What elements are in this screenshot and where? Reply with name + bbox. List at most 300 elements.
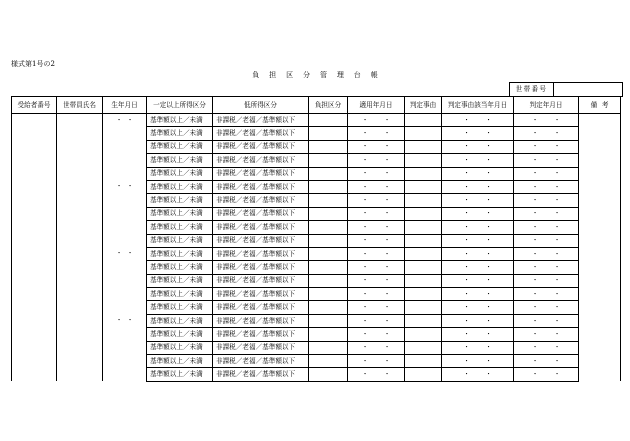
reasonDate-cell[interactable]: [442, 207, 514, 220]
reasonDate-cell[interactable]: [442, 127, 514, 140]
table-row: [12, 114, 621, 127]
dot-mark: ・: [463, 370, 470, 379]
birth-date-cell[interactable]: [103, 247, 147, 314]
member-name-cell[interactable]: [57, 180, 103, 247]
low-income-class-cell[interactable]: 非課税／老福／基準額以下: [213, 140, 309, 153]
low-income-class-cell[interactable]: 非課税／老福／基準額以下: [213, 368, 309, 381]
remarks-cell[interactable]: [579, 180, 621, 247]
dot-mark: ・: [485, 209, 492, 218]
apply-cell[interactable]: [348, 261, 405, 274]
member-name-cell[interactable]: [57, 314, 103, 381]
recipient-number-cell[interactable]: [12, 314, 57, 381]
judgment-reason-cell[interactable]: [405, 328, 442, 341]
dot-mark: ・: [361, 222, 369, 231]
income-class-cell[interactable]: 基準額以上／未満: [147, 140, 213, 153]
judDate-cell[interactable]: [514, 314, 579, 327]
judgment-reason-cell[interactable]: [405, 247, 442, 260]
income-class-cell[interactable]: 基準額以上／未満: [147, 114, 213, 127]
judgment-reason-cell[interactable]: [405, 221, 442, 234]
income-class-cell[interactable]: 基準額以上／未満: [147, 194, 213, 207]
dot-mark: ・: [553, 222, 561, 231]
header-member-name: 世帯員氏名: [57, 97, 103, 114]
low-income-class-cell[interactable]: 非課税／老福／基準額以下: [213, 261, 309, 274]
income-class-cell[interactable]: 基準額以上／未満: [147, 274, 213, 287]
dot-mark: ・: [463, 249, 470, 258]
remarks-cell[interactable]: [579, 314, 621, 381]
dot-mark: ・: [531, 276, 539, 285]
judDate-cell[interactable]: [514, 167, 579, 180]
reasonDate-cell[interactable]: [442, 247, 514, 260]
reasonDate-cell[interactable]: [442, 274, 514, 287]
dot-mark: ・: [531, 169, 539, 178]
low-income-class-cell[interactable]: 非課税／老福／基準額以下: [213, 154, 309, 167]
low-income-class-cell[interactable]: 非課税／老福／基準額以下: [213, 328, 309, 341]
judgment-reason-cell[interactable]: [405, 314, 442, 327]
dot-mark: ・: [531, 316, 539, 325]
low-income-class-cell[interactable]: 非課税／老福／基準額以下: [213, 288, 309, 301]
dot-mark: ・: [383, 262, 391, 271]
dot-mark: ・: [531, 129, 539, 138]
dot-mark: ・: [361, 276, 369, 285]
apply-cell[interactable]: [348, 140, 405, 153]
low-income-class-cell[interactable]: 非課税／老福／基準額以下: [213, 221, 309, 234]
dot-mark: ・: [531, 142, 539, 151]
dot-mark: ・: [115, 182, 123, 191]
remarks-cell[interactable]: [579, 114, 621, 181]
reasonDate-cell[interactable]: [442, 167, 514, 180]
dot-mark: ・: [553, 289, 561, 298]
member-name-cell[interactable]: [57, 247, 103, 314]
dot-mark: ・: [463, 129, 470, 138]
judDate-cell[interactable]: [514, 274, 579, 287]
reasonDate-cell[interactable]: [442, 261, 514, 274]
low-income-class-cell[interactable]: 非課税／老福／基準額以下: [213, 341, 309, 354]
income-class-cell[interactable]: 基準額以上／未満: [147, 355, 213, 368]
apply-cell[interactable]: [348, 127, 405, 140]
dot-mark: ・: [553, 343, 561, 352]
dot-mark: ・: [383, 343, 391, 352]
low-income-class-cell[interactable]: 非課税／老福／基準額以下: [213, 314, 309, 327]
dot-mark: ・: [361, 209, 369, 218]
judDate-cell[interactable]: [514, 301, 579, 314]
reasonDate-cell[interactable]: [442, 328, 514, 341]
recipient-number-cell[interactable]: [12, 247, 57, 314]
income-class-cell[interactable]: 基準額以上／未満: [147, 341, 213, 354]
dot-mark: ・: [463, 276, 470, 285]
dot-mark: ・: [463, 142, 470, 151]
judgment-reason-cell[interactable]: [405, 180, 442, 193]
dot-mark: ・: [553, 329, 561, 338]
burden-class-cell[interactable]: [309, 207, 348, 220]
judDate-cell[interactable]: [514, 355, 579, 368]
burden-ledger-table: [11, 96, 621, 382]
dot-mark: ・: [485, 196, 492, 205]
low-income-class-cell[interactable]: 非課税／老福／基準額以下: [213, 207, 309, 220]
dot-mark: ・: [553, 262, 561, 271]
dot-mark: ・: [553, 196, 561, 205]
dot-mark: ・: [383, 249, 391, 258]
dot-mark: ・: [553, 236, 561, 245]
apply-cell[interactable]: [348, 114, 405, 127]
dot-mark: ・: [383, 329, 391, 338]
judgment-reason-cell[interactable]: [405, 154, 442, 167]
apply-cell[interactable]: [348, 341, 405, 354]
judDate-cell[interactable]: [514, 114, 579, 127]
burden-class-cell[interactable]: [309, 341, 348, 354]
dot-mark: ・: [553, 370, 561, 379]
remarks-cell[interactable]: [579, 247, 621, 314]
header-judgment-date: 判定年月日: [514, 97, 579, 114]
judgment-reason-cell[interactable]: [405, 194, 442, 207]
reasonDate-cell[interactable]: [442, 140, 514, 153]
burden-class-cell[interactable]: [309, 261, 348, 274]
judgment-reason-cell[interactable]: [405, 207, 442, 220]
judgment-reason-cell[interactable]: [405, 127, 442, 140]
income-class-cell[interactable]: 基準額以上／未満: [147, 301, 213, 314]
dot-mark: ・: [361, 343, 369, 352]
dot-mark: ・: [463, 329, 470, 338]
header-apply-date: 適用年月日: [348, 97, 405, 114]
dot-mark: ・: [553, 303, 561, 312]
dot-mark: ・: [361, 329, 369, 338]
judDate-cell[interactable]: [514, 180, 579, 193]
apply-cell[interactable]: [348, 328, 405, 341]
dot-mark: ・: [463, 169, 470, 178]
dot-mark: ・: [553, 316, 561, 325]
dot-mark: ・: [531, 236, 539, 245]
judDate-cell[interactable]: [514, 341, 579, 354]
dot-mark: ・: [485, 303, 492, 312]
apply-cell[interactable]: [348, 301, 405, 314]
judDate-cell[interactable]: [514, 328, 579, 341]
dot-mark: ・: [126, 116, 134, 124]
income-class-cell[interactable]: 基準額以上／未満: [147, 368, 213, 381]
table-row: [12, 314, 621, 327]
reasonDate-cell[interactable]: [442, 301, 514, 314]
table-row: [12, 247, 621, 260]
recipient-number-cell[interactable]: [12, 114, 57, 181]
income-class-cell[interactable]: 基準額以上／未満: [147, 234, 213, 247]
reasonDate-cell[interactable]: [442, 341, 514, 354]
apply-cell[interactable]: [348, 247, 405, 260]
table-row: [12, 180, 621, 193]
dot-mark: ・: [463, 356, 470, 365]
recipient-number-cell[interactable]: [12, 180, 57, 247]
member-name-cell[interactable]: [57, 114, 103, 181]
header-low-income-class: 低所得区分: [213, 97, 309, 114]
judgment-reason-cell[interactable]: [405, 301, 442, 314]
dot-mark: ・: [485, 249, 492, 258]
apply-cell[interactable]: [348, 221, 405, 234]
judgment-reason-cell[interactable]: [405, 341, 442, 354]
dot-mark: ・: [531, 115, 539, 124]
dot-mark: ・: [383, 236, 391, 245]
judDate-cell[interactable]: [514, 194, 579, 207]
low-income-class-cell[interactable]: 非課税／老福／基準額以下: [213, 127, 309, 140]
burden-class-cell[interactable]: [309, 221, 348, 234]
apply-cell[interactable]: [348, 274, 405, 287]
header-birth-date: 生年月日: [103, 97, 147, 114]
income-class-cell[interactable]: 基準額以上／未満: [147, 221, 213, 234]
household-number-label: 世帯番号: [510, 83, 554, 97]
dot-mark: ・: [361, 169, 369, 178]
dot-mark: ・: [485, 262, 492, 271]
judDate-cell[interactable]: [514, 154, 579, 167]
dot-mark: ・: [531, 222, 539, 231]
low-income-class-cell[interactable]: 非課税／老福／基準額以下: [213, 301, 309, 314]
dot-mark: ・: [361, 370, 369, 379]
dot-mark: ・: [361, 249, 369, 258]
burden-class-cell[interactable]: [309, 274, 348, 287]
reasonDate-cell[interactable]: [442, 314, 514, 327]
low-income-class-cell[interactable]: 非課税／老福／基準額以下: [213, 194, 309, 207]
dot-mark: ・: [383, 169, 391, 178]
income-class-cell[interactable]: 基準額以上／未満: [147, 127, 213, 140]
low-income-class-cell[interactable]: 非課税／老福／基準額以下: [213, 180, 309, 193]
dot-mark: ・: [531, 370, 539, 379]
header-judgment-reason: 判定事由: [405, 97, 442, 114]
reasonDate-cell[interactable]: [442, 154, 514, 167]
apply-cell[interactable]: [348, 314, 405, 327]
apply-cell[interactable]: [348, 180, 405, 193]
dot-mark: ・: [485, 182, 492, 191]
dot-mark: ・: [553, 356, 561, 365]
dot-mark: ・: [383, 209, 391, 218]
dot-mark: ・: [531, 262, 539, 271]
dot-mark: ・: [383, 115, 391, 124]
burden-class-cell[interactable]: [309, 140, 348, 153]
judgment-reason-cell[interactable]: [405, 114, 442, 127]
dot-mark: ・: [553, 155, 561, 164]
judDate-cell[interactable]: [514, 140, 579, 153]
dot-mark: ・: [463, 289, 470, 298]
burden-class-cell[interactable]: [309, 301, 348, 314]
dot-mark: ・: [531, 343, 539, 352]
dot-mark: ・: [361, 289, 369, 298]
dot-mark: ・: [463, 343, 470, 352]
dot-mark: ・: [126, 182, 134, 191]
dot-mark: ・: [361, 155, 369, 164]
judDate-cell[interactable]: [514, 288, 579, 301]
judgment-reason-cell[interactable]: [405, 234, 442, 247]
low-income-class-cell[interactable]: 非課税／老福／基準額以下: [213, 114, 309, 127]
burden-class-cell[interactable]: [309, 328, 348, 341]
dot-mark: ・: [463, 182, 470, 191]
judDate-cell[interactable]: [514, 207, 579, 220]
burden-class-cell[interactable]: [309, 355, 348, 368]
dot-mark: ・: [463, 115, 470, 124]
dot-mark: ・: [485, 115, 492, 124]
dot-mark: ・: [463, 155, 470, 164]
income-class-cell[interactable]: 基準額以上／未満: [147, 261, 213, 274]
burden-class-cell[interactable]: [309, 288, 348, 301]
ledger-body: [12, 114, 621, 382]
reasonDate-cell[interactable]: [442, 234, 514, 247]
burden-class-cell[interactable]: [309, 314, 348, 327]
dot-mark: ・: [485, 329, 492, 338]
header-remarks: [579, 97, 621, 114]
burden-class-cell[interactable]: [309, 114, 348, 127]
judgment-reason-cell[interactable]: [405, 140, 442, 153]
dot-mark: ・: [485, 155, 492, 164]
dot-mark: ・: [531, 196, 539, 205]
dot-mark: ・: [383, 356, 391, 365]
dot-mark: ・: [115, 249, 123, 258]
burden-class-cell[interactable]: [309, 234, 348, 247]
judgment-reason-cell[interactable]: [405, 261, 442, 274]
income-class-cell[interactable]: 基準額以上／未満: [147, 247, 213, 260]
reasonDate-cell[interactable]: [442, 194, 514, 207]
judDate-cell[interactable]: [514, 368, 579, 381]
judDate-cell[interactable]: [514, 234, 579, 247]
dot-mark: ・: [361, 356, 369, 365]
header-income-class: 一定以上所得区分: [147, 97, 213, 114]
dot-mark: ・: [485, 343, 492, 352]
dot-mark: ・: [383, 182, 391, 191]
reasonDate-cell[interactable]: [442, 288, 514, 301]
apply-cell[interactable]: [348, 355, 405, 368]
dot-mark: ・: [553, 182, 561, 191]
low-income-class-cell[interactable]: 非課税／老福／基準額以下: [213, 167, 309, 180]
dot-mark: ・: [126, 249, 134, 258]
dot-mark: ・: [383, 276, 391, 285]
judDate-cell[interactable]: [514, 127, 579, 140]
income-class-cell[interactable]: 基準額以上／未満: [147, 288, 213, 301]
dot-mark: ・: [531, 249, 539, 258]
dot-mark: ・: [383, 303, 391, 312]
dot-mark: ・: [485, 222, 492, 231]
dot-mark: ・: [361, 142, 369, 151]
household-number-box: [509, 82, 623, 97]
dot-mark: ・: [115, 316, 123, 325]
judgment-reason-cell[interactable]: [405, 167, 442, 180]
dot-mark: ・: [383, 142, 391, 151]
dot-mark: ・: [553, 142, 561, 151]
dot-mark: ・: [361, 115, 369, 124]
income-class-cell[interactable]: 基準額以上／未満: [147, 328, 213, 341]
dot-mark: ・: [485, 370, 492, 379]
birth-date-cell[interactable]: [103, 314, 147, 381]
income-class-cell[interactable]: 基準額以上／未満: [147, 167, 213, 180]
dot-mark: ・: [383, 155, 391, 164]
reasonDate-cell[interactable]: [442, 368, 514, 381]
header-remarks-2: 考: [601, 100, 609, 109]
apply-cell[interactable]: [348, 288, 405, 301]
dot-mark: ・: [485, 129, 492, 138]
dot-mark: ・: [531, 182, 539, 191]
burden-class-cell[interactable]: [309, 180, 348, 193]
low-income-class-cell[interactable]: 非課税／老福／基準額以下: [213, 355, 309, 368]
apply-cell[interactable]: [348, 234, 405, 247]
dot-mark: ・: [383, 196, 391, 205]
apply-cell[interactable]: [348, 167, 405, 180]
dot-mark: ・: [553, 115, 561, 124]
judgment-reason-cell[interactable]: [405, 355, 442, 368]
income-class-cell[interactable]: 基準額以上／未満: [147, 180, 213, 193]
burden-class-cell[interactable]: [309, 247, 348, 260]
birth-date-cell[interactable]: [103, 180, 147, 247]
dot-mark: ・: [463, 222, 470, 231]
dot-mark: ・: [553, 276, 561, 285]
judgment-reason-cell[interactable]: [405, 288, 442, 301]
dot-mark: ・: [383, 289, 391, 298]
table-header-row: [12, 97, 621, 114]
dot-mark: ・: [383, 316, 391, 325]
dot-mark: ・: [361, 182, 369, 191]
burden-class-cell[interactable]: [309, 368, 348, 381]
low-income-class-cell[interactable]: 非課税／老福／基準額以下: [213, 247, 309, 260]
reasonDate-cell[interactable]: [442, 221, 514, 234]
income-class-cell[interactable]: 基準額以上／未満: [147, 207, 213, 220]
dot-mark: ・: [553, 209, 561, 218]
apply-cell[interactable]: [348, 368, 405, 381]
dot-mark: ・: [485, 169, 492, 178]
burden-class-cell[interactable]: [309, 127, 348, 140]
reasonDate-cell[interactable]: [442, 355, 514, 368]
dot-mark: ・: [485, 289, 492, 298]
form-id: 様式第1号の2: [11, 60, 55, 68]
judDate-cell[interactable]: [514, 261, 579, 274]
dot-mark: ・: [463, 196, 470, 205]
burden-class-cell[interactable]: [309, 154, 348, 167]
dot-mark: ・: [485, 276, 492, 285]
judgment-reason-cell[interactable]: [405, 368, 442, 381]
dot-mark: ・: [463, 303, 470, 312]
birth-date-cell[interactable]: [103, 114, 147, 181]
dot-mark: ・: [361, 303, 369, 312]
dot-mark: ・: [361, 262, 369, 271]
dot-mark: ・: [485, 142, 492, 151]
header-burden-class: 負担区分: [309, 97, 348, 114]
dot-mark: ・: [383, 129, 391, 138]
judDate-cell[interactable]: [514, 247, 579, 260]
burden-class-cell[interactable]: [309, 194, 348, 207]
apply-cell[interactable]: [348, 194, 405, 207]
judDate-cell[interactable]: [514, 221, 579, 234]
dot-mark: ・: [531, 289, 539, 298]
dot-mark: ・: [531, 155, 539, 164]
dot-mark: ・: [463, 209, 470, 218]
household-number-field[interactable]: [554, 83, 623, 97]
header-remarks-1: 備: [590, 100, 602, 109]
dot-mark: ・: [531, 356, 539, 365]
page-title: 負 担 区 分 管 理 台 帳: [252, 71, 382, 79]
income-class-cell[interactable]: 基準額以上／未満: [147, 314, 213, 327]
reasonDate-cell[interactable]: [442, 180, 514, 193]
burden-class-cell[interactable]: [309, 167, 348, 180]
header-reason-date: 判定事由該当年月日: [442, 97, 514, 114]
apply-cell[interactable]: [348, 207, 405, 220]
dot-mark: ・: [553, 169, 561, 178]
dot-mark: ・: [361, 236, 369, 245]
dot-mark: ・: [361, 196, 369, 205]
dot-mark: ・: [485, 236, 492, 245]
dot-mark: ・: [485, 316, 492, 325]
dot-mark: ・: [126, 316, 134, 325]
dot-mark: ・: [463, 236, 470, 245]
dot-mark: ・: [361, 316, 369, 325]
low-income-class-cell[interactable]: 非課税／老福／基準額以下: [213, 234, 309, 247]
dot-mark: ・: [553, 249, 561, 258]
income-class-cell[interactable]: 基準額以上／未満: [147, 154, 213, 167]
dot-mark: ・: [531, 209, 539, 218]
low-income-class-cell[interactable]: 非課税／老福／基準額以下: [213, 274, 309, 287]
apply-cell[interactable]: [348, 154, 405, 167]
judgment-reason-cell[interactable]: [405, 274, 442, 287]
dot-mark: ・: [383, 222, 391, 231]
dot-mark: ・: [531, 329, 539, 338]
reasonDate-cell[interactable]: [442, 114, 514, 127]
